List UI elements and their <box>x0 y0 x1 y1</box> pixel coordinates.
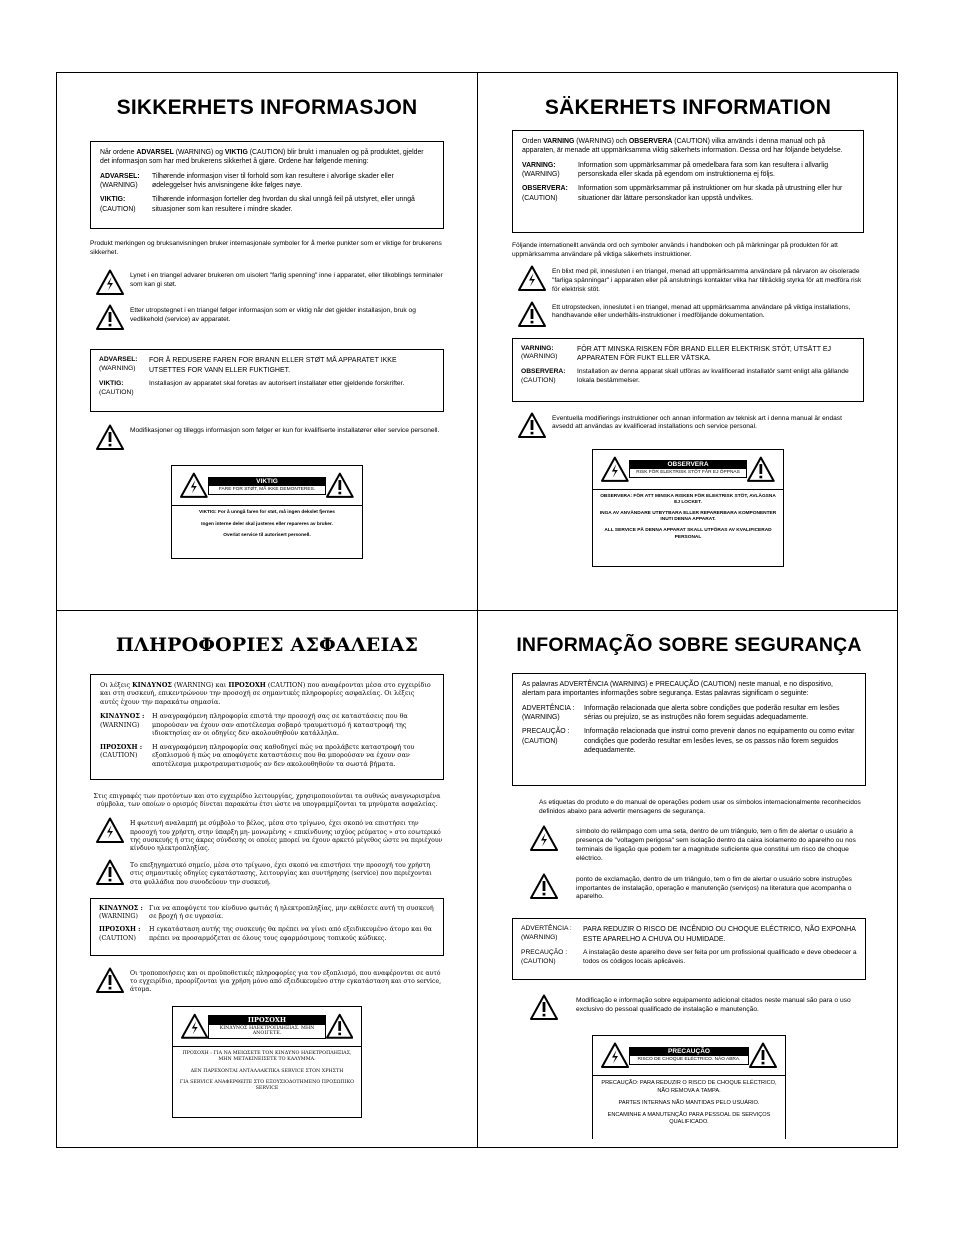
section-title: SIKKERHETS INFORMASJON <box>116 96 418 119</box>
section-norwegian <box>90 96 444 596</box>
intro-text: Orden VARNING (WARNING) och OBSERVERA (CAUTION) vilka används i denna manual och på apparaten, är menade att uppmärksamma viktig säkerhets information. Dessa ord har följande betydelse. <box>522 138 843 155</box>
caution-label: ΠΡΟΣΟΧΗ ΚΙΝΔΥΝΟΣ ΗΛΕΚΤΡΟΠΛΗΞΙΑΣ. ΜΗΝ ΑΝΟΙΓΕΤΕ. ΠΡΟΣΟΧΗ : ΓΙΑ ΝΑ ΜΕΙΩΣΕΤΕ ΤΟΝ ΚΙΝΔΥΝΟ ΗΛΕΚΤΡΟΠΛΗΞΙΑΣ, ΜΗΝ ΜΕΤΑΚΙΝΕΙΣΕΤΕ ΤΟ ΚΑΛΥΜΜΑ. ΔΕΝ ΠΑΡΕΧΟΝΤΑΙ ΑΝΤΑΛΛΑΚΤΙΚΑ SERVICE ΣΤΟΝ ΧΡΗΣΤΗ ΓΙΑ SERVICE ΑΝΑΦΕΡΘΕΙΤΕ ΣΤΟ ΕΞΟΥΣΙΟΔΟΤΗΜΕΝΟ ΠΡΟΣΩΠΙΚΟ SERVICE <box>172 1006 362 1118</box>
lightning-symbol-row: símbolo do relâmpago com uma seta, dentro de um triângulo, tem o fim de alertar o usuário a presença de "voltagem perigosa" sem isolação dentro da caixa isolamento do aparelho ou nos terminais de ligação que podem ter a magnitude suficiente que constitui um risco de choque eléctrico. <box>512 825 866 863</box>
section-title: SÄKERHETS INFORMATION <box>544 96 832 119</box>
lightning-triangle-icon <box>601 456 629 483</box>
signal-words-box <box>512 130 864 233</box>
section-greek <box>90 634 444 1139</box>
warning-definition: ADVARSEL: (WARNING) Tilhørende informasjon viser til forhold som kan resultere i alvorlige skader eller ødeleggelser hvis anvisningene ikke følges nøye. <box>100 173 394 190</box>
lightning-triangle-icon <box>180 472 208 499</box>
intro-text: Οι λέξεις ΚΙΝΔΥΝΟΣ (WARNING) και ΠΡΟΣΟΧΗ (CAUTION) που αναφέρονται μέσα στο εγχειρίδιο και στη συσκευή, επικεντρώνουν την προσοχή σε σημαντικές πληροφορίες ασφαλείας. Οι λέξεις αυτές έχουν την παρακάτω σημασία. <box>100 681 431 706</box>
exclamation-triangle-icon <box>96 967 124 994</box>
signal-words-box <box>90 674 444 780</box>
caution-definition: VIKTIG: (CAUTION) Tilhørende informasjon forteller deg hvordan du skal unngå feil på utstyret, eller unngå situasjoner som kan resultere i mindre skader. <box>100 196 415 213</box>
exclamation-triangle-icon <box>326 1013 353 1040</box>
modification-row: Modifikasjoner og tilleggs informasjon som følger er kun for kvalifiserte installatører eller service personell. <box>90 424 444 451</box>
exclamation-triangle-icon <box>747 456 775 483</box>
symbols-intro: Στις επιγραφές των προτόντων και στο εγχειρίδιο λειτουργίας, χρησιμοποιούνται τα συθνώς αναγνωρισμένα σύμβολα, των οποίων ο ορισμός δίνεται παρακάτω έτσι ώστε να υπογραμμίζονται τα μηνύματα ασφαλείας. <box>93 793 441 809</box>
exclamation-triangle-icon <box>749 1042 777 1069</box>
caution-label: PRECAUÇÃO RISCO DE CHOQUE ELÉCTRICO. NÃO ABRA. PRECAUÇÃO: PARA REDUZIR O RISCO DE CHOQUE ELÉCTRICO, NÃO REMOVA A TAMPA. PARTES INTERNAS NÃO MANTIDAS PELO USUÁRIO. ENCAMINHE A MANUTENÇÃO PARA PESSOAL DE SERVIÇOS QUALIFICADO. <box>592 1035 786 1139</box>
exclamation-triangle-icon <box>96 424 124 451</box>
caution-definition: OBSERVERA: (CAUTION) Information som uppmärksammar på instruktioner om hur skada på utrustning eller hur situationer där lättare personskador kan uppstå undvikes. <box>522 185 843 202</box>
lightning-triangle-icon <box>181 1013 208 1040</box>
lightning-symbol-row: En blixt med pil, innesluten i en triangel, menad att uppmärksamma användare på närvaron av oisolerade "farliga spänningar" i apparaten eller på anslutnings kontakter vilka har tillräcklig styrka för att medföra risk för elektrisk stöt. <box>512 265 864 294</box>
modification-row: Οι τροποποιήσεις και οι προϋποθετικές πληροφορίες για τον εξοπλισμό, που αναφέρονται σε αυτό το εγχειρίδιο, προορίζονται για χρήση μόνο από εξειδικευμένο στην εγκατάσταση και στο service, άτομα. <box>90 967 444 995</box>
exclamation-triangle-icon <box>96 859 124 886</box>
warning-definition: VARNING: (WARNING) Information som uppmärksammar på omedelbara fara som kan resultera i allvarlig personskada eller skada på egendom om instruktionerna ej följs. <box>522 162 829 179</box>
caution-label: VIKTIG FARE FOR STØT, MÅ IKKE DEMONTERES. VIKTIG: For å unngå faren for støt, må ingen dekslet fjernes Ingen interne deler skal justeres eller repareres av bruker. Overlat service til autorisert personell. <box>171 465 363 559</box>
horizontal-divider <box>56 610 898 611</box>
lightning-triangle-icon <box>530 825 558 852</box>
modification-row: Eventuella modifierings instruktioner och annan information av teknisk art i denna manual är endast avsedd att användas av kvalificerad installations och service personal. <box>512 412 864 439</box>
lightning-triangle-icon <box>96 269 124 296</box>
section-title: ΠΛΗΡΟΦΟΡΙΕΣ ΑΣΦΑΛΕΙΑΣ <box>115 634 419 656</box>
exclamation-triangle-icon <box>530 994 558 1021</box>
symbols-intro: Produkt merkingen og bruksanvisningen bruker internasjonale symboler for å merke punkter som er viktige for brukerens sikkerhet. <box>90 240 442 256</box>
exclamation-symbol-row: Το επεξηγηματικό σημείο, μέσα στο τρίγωνο, έχει σκοπό να επιστήσει την προσοχή του χρήστη στις σημαντικές οδηγίες εγκατάστασης, λειτουργίας και συντήρησης (service) που περιέχονται στα φυλλάδια που συνοδεύουν την συσκευή. <box>90 859 444 887</box>
section-title: INFORMAÇÃO SOBRE SEGURANÇA <box>516 634 862 656</box>
lightning-triangle-icon <box>518 265 546 292</box>
exclamation-symbol-row: Ett utropstecken, inneslutet i en triangel, menad att uppmärksamma användare på viktiga installations, handhavande eller underhålls-instruktioner i medföljande dokumentation. <box>512 301 864 328</box>
lightning-triangle-icon <box>96 817 124 844</box>
intro-text: As palavras ADVERTÊNCIA (WARNING) e PRECAUÇÃO (CAUTION) neste manual, e no dispositivo, alertam para importantes informações sobre segurança. Estas palavras significam o seguinte: <box>522 681 833 698</box>
warning-definition: ADVERTÊNCIA : (WARNING) Informação relacionada que alerta sobre condições que poderão resultar em lesões sérias ou prejuízo, se as instruções não forem seguidas adequadamente. <box>522 705 840 722</box>
warning-caution-box: VARNING: (WARNING) FÖR ATT MINSKA RISKEN FÖR BRAND ELLER ELEKTRISK STÖT, UTSÄTT EJ APPARATEN FÖR FUKT ELLER VÄTSKA. OBSERVERA: (CAUTION) Installation av denna apparat skall utföras av kvalificerad installatör samt enligt alla gällande lokala bestämmelser. <box>512 338 864 402</box>
section-portuguese <box>512 634 866 1139</box>
warning-caution-box: ΚΙΝΔΥΝΟΣ : (WARNING) Για να αποφύγετε τον κίνδυνο φωτιάς ή ηλεκτροπληξίας, μην εκθέσετε αυτή τη συσκευή σε βροχή ή σε υγρασία. ΠΡΟΣΟΧΗ : (CAUTION) Η εγκατάσταση αυτής της συσκευής θα πρέπει να γίνει από εξειδικευμένο άτομο και θα πρέπει να προσαρμόζεται σε όλους τους εφαρμόσιμους τοπικούς κώδικες. <box>90 898 444 956</box>
warning-caution-box: ADVARSEL: (WARNING) FOR Å REDUSERE FAREN FOR BRANN ELLER STØT MÅ APPARATET IKKE UTSETTES FOR VANN ELLER FUKTIGHET. VIKTIG: (CAUTION) Installasjon av apparatet skal foretas av autorisert installatør etter gjeldende forskrifter. <box>90 349 444 412</box>
symbols-intro: As etiquetas do produto e do manual de operações podem usar os símbolos internacionalmente reconhecidos definidos abaixo para advertir mensagens de segurança. <box>539 799 861 815</box>
intro-text: Når ordene ADVARSEL (WARNING) og VIKTIG (CAUTION) blir brukt i manualen og på produktet, gjelder det informasjon som har med brukerens sikkerhet å gjøre. Ordene har følgende mening: <box>100 149 424 166</box>
caution-label: OBSERVERA RISK FÖR ELEKTRISK STÖT FÅR EJ ÖPPNAS OBSERVERA: FÖR ATT MINSKA RISKEN FÖR ELEKTRISK STÖT, AVLÄGSNA EJ LOCKET. INGA AV ANVÄNDARE UTBYTBARA ELLER REPARERBARA KOMPONENTER INUTI DENNA APPARAT. ALL SERVICE PÅ DENNA APPARAT SKALL UTFÖRAS AV KVALIFICERAD PERSONAL <box>592 449 784 567</box>
section-swedish <box>512 96 864 596</box>
caution-definition: ΠΡΟΣΟΧΗ : (CAUTION) Η αναγραφόμενη πληροφορία σας καθοδηγεί πώς να προλάβετε καταστροφή του εξοπλισμού ή πώς να αποφύγετε καταστάσεις που θα μπορούσαν να έχουν σαν αποτέλεσμα μικροτραυματισμούς αν δεν ακολουθηθούν τα σωστά βήματα. <box>100 742 415 768</box>
warning-definition: ΚΙΝΔΥΝΟΣ : (WARNING) Η αναγραφόμενη πληροφορία επιστά την προσοχή σας σε καταστάσεις που θα μπορούσαν να έχουν σαν αποτέλεσμα σοβαρό τραυματισμό ή καταστροφή της ιδιοκτησίας αν οι οδηγίες δεν ακολουθηθούν κατάλληλα. <box>100 712 408 738</box>
caution-definition: PRECAUÇÃO : (CAUTION) Informação relacionada que instrui como prevenir danos no equipamento ou como evitar condições que poderão resultar em lesões leves, se os passos não forem seguidos adequadamente. <box>522 728 855 754</box>
symbols-intro: Följande internationellt använda ord och symboler används i handboken och på märkningar på produkten för att uppmärksamma användare på viktiga säkerhets instruktioner. <box>512 242 838 258</box>
exclamation-triangle-icon <box>518 301 546 328</box>
lightning-symbol-row: Η φωτεινή αναλαμπή με σύμβολο το βέλος, μέσα στο τρίγωνο, έχει σκοπό να επιστήσει την προσοχή του χρήστη, στην ύπαρξη μη- μονωμένης « επικίνδυνης ισχύος ρεύματος » στο εσωτερικό της συσκευής ή στις άκρες σύνδεσης οι οποίες μπορεί να έχουν αρκετό μέγεθος ώστε να περιέχουν κίνδυνο ηλεκτροπληξίας. <box>90 817 444 853</box>
signal-words-box <box>512 673 866 786</box>
exclamation-symbol-row: ponto de exclamação, dentro de um triângulo, tem o fim de alertar o usuário sobre instruções importantes de instalação, operação e manutenção (serviços) na literatura que acompanha o aparelho. <box>512 873 866 903</box>
modification-row: Modificação e informação sobre equipamento adicional citados neste manual são para o uso exclusivo do pessoal qualificado de instalação e manutenção. <box>512 994 866 1021</box>
exclamation-symbol-row: Etter utropstegnet i en triangel følger informasjon som er viktig når det gjelder installasjon, bruk og vedlikehold (service) av apparatet. <box>90 304 444 331</box>
exclamation-triangle-icon <box>518 412 546 439</box>
signal-words-box <box>90 141 444 229</box>
exclamation-triangle-icon <box>326 472 354 499</box>
warning-caution-box: ADVERTÊNCIA : (WARNING) PARA REDUZIR O RISCO DE INCÊNDIO OU CHOQUE ELÉCTRICO, NÃO EXPONHA ESTE APARELHO A CHUVA OU HUMIDADE. PRECAUÇÃO : (CAUTION) A instalação deste aparelho deve ser feita por um profissional qualificado e deve obedecer a todos os códigos locais aplicáveis. <box>512 918 866 980</box>
lightning-triangle-icon <box>601 1042 629 1069</box>
lightning-symbol-row: Lynet i en triangel advarer brukeren om uisolert "farlig spenning" inne i apparatet, eller tilkoblings terminaler som kan gi støt. <box>90 269 444 296</box>
exclamation-triangle-icon <box>96 304 124 331</box>
exclamation-triangle-icon <box>530 873 558 900</box>
